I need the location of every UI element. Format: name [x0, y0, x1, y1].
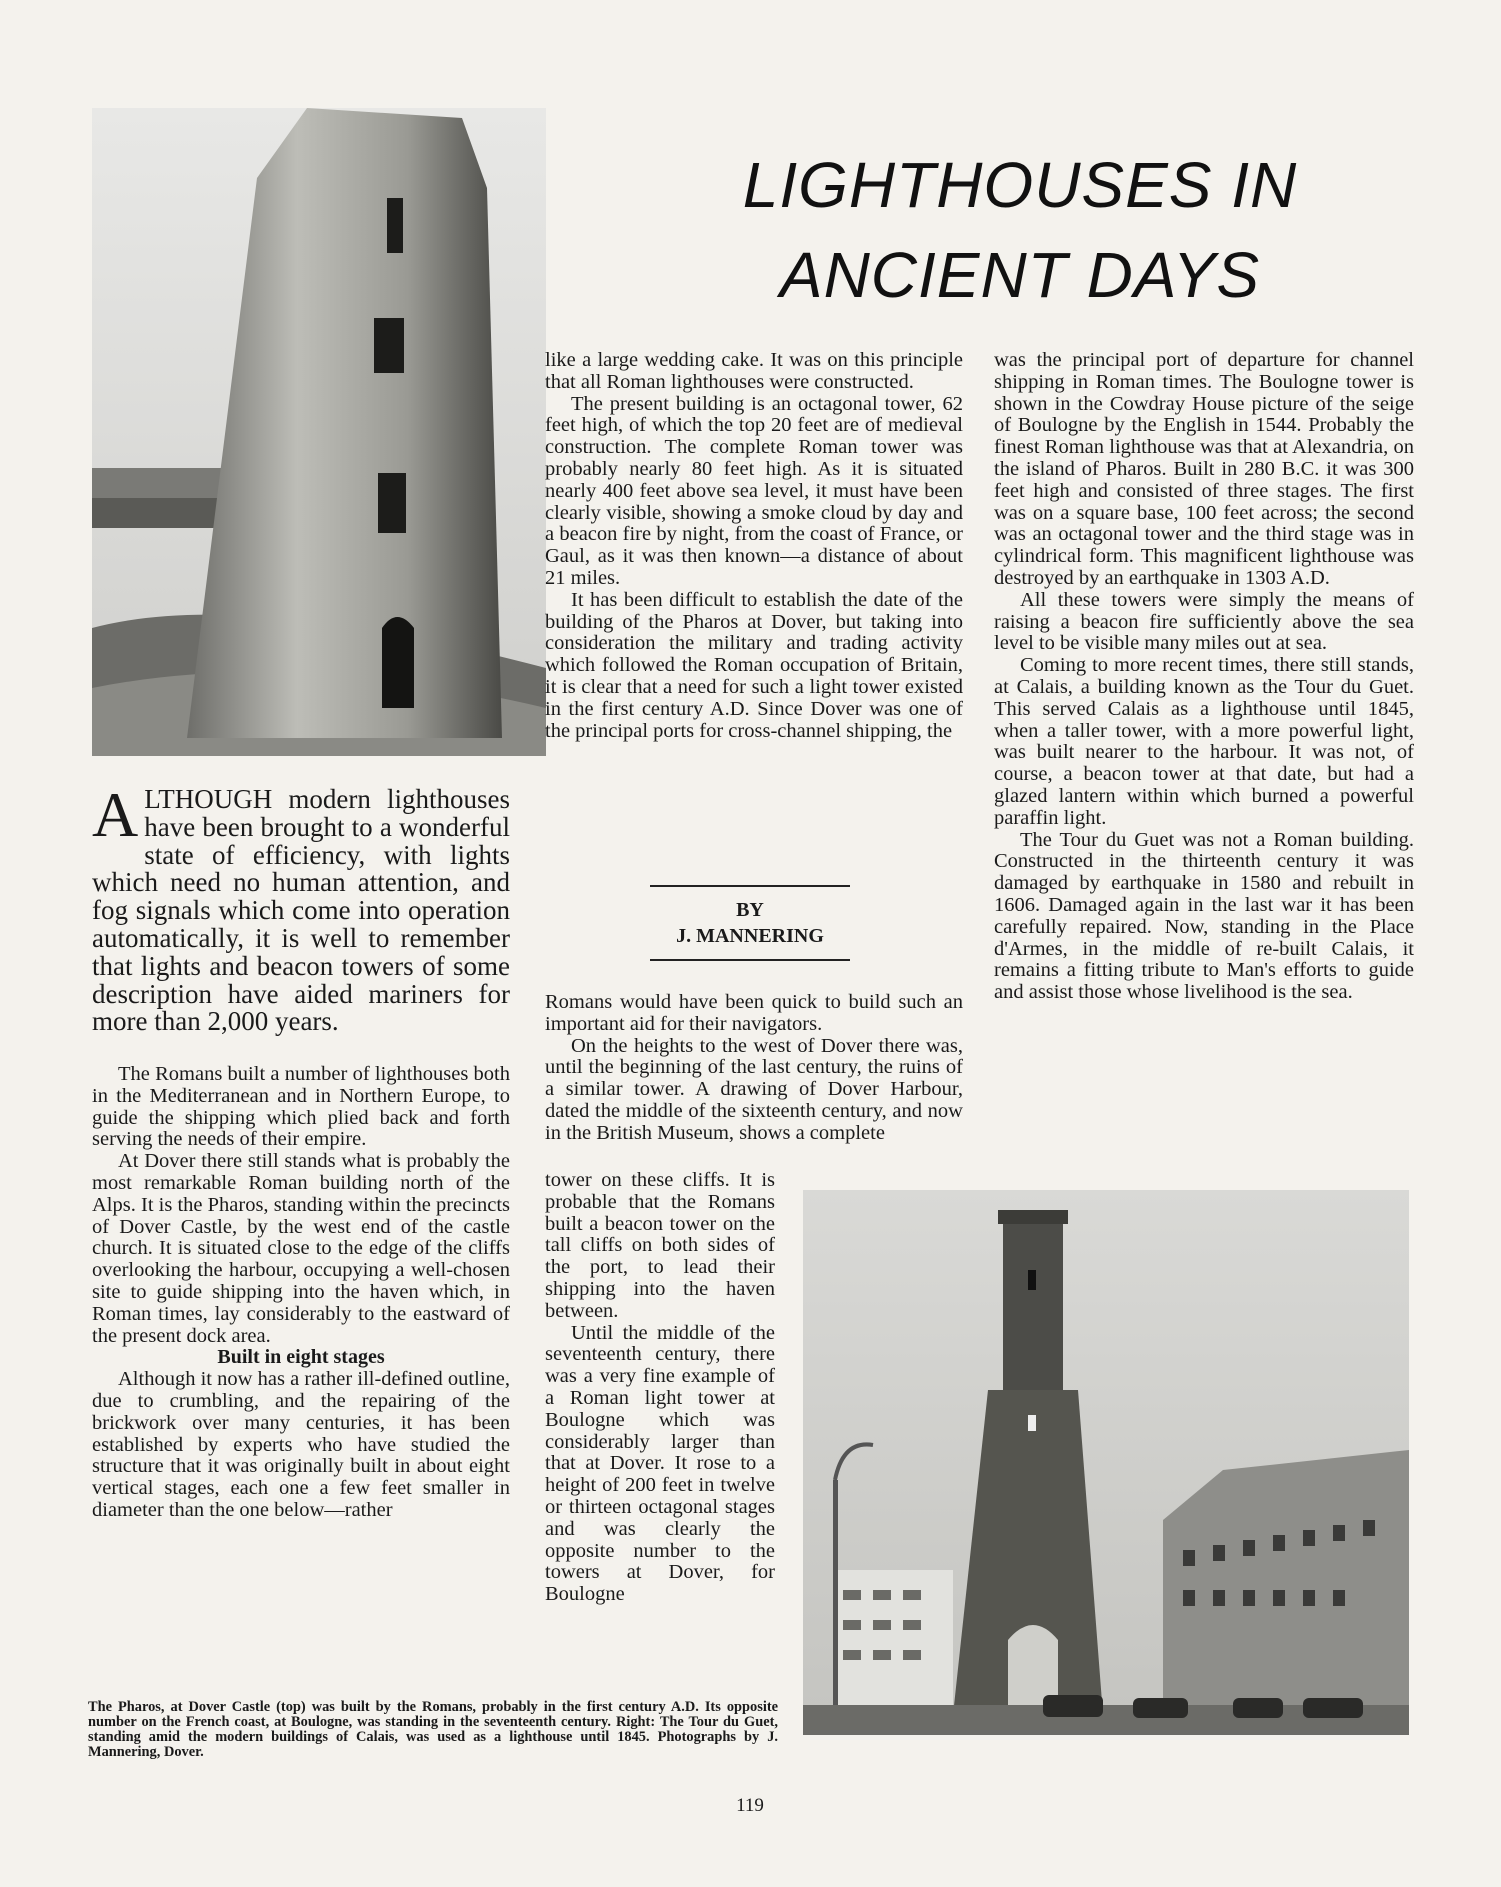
title-line-2: ANCIENT DAYS	[779, 239, 1261, 311]
drop-cap: A	[92, 779, 139, 850]
col2-paragraph: On the heights to the west of Dover there was, until the beginning of the last century, the ruins of a similar tower. A drawing of Dover Harbour, dated the middle of the sixteenth century, and now in the British Museum, shows a complete	[545, 1034, 963, 1144]
col1-paragraph: At Dover there still stands what is probably the most remarkable Roman building north of the Alps. It is the Pharos, standing within the precincts of Dover Castle, by the west end of the castle church. It is situated close to the edge of the cliffs overlooking the harbour, occupying a well-chosen site to guide shipping into the haven which, in Roman times, lay considerably to the eastward of the present dock area.	[92, 1150, 510, 1347]
lead-paragraph	[92, 779, 510, 1037]
column-2-top	[545, 350, 963, 742]
col2-paragraph: Romans would have been quick to build such an important aid for their navigators.	[545, 991, 963, 1035]
pharos-illustration	[92, 108, 546, 756]
col1-paragraph: Although it now has a rather ill-defined outline, due to crumbling, and the repairing of the brickwork over many centuries, it has been established by experts who have studied the structure that it was originally built in about eight vertical stages, each one a few feet smaller in diameter than the one below—rather	[92, 1368, 510, 1521]
byline	[650, 885, 850, 961]
column-2-narrow	[545, 1170, 775, 1606]
byline-by: BY	[736, 899, 764, 921]
col2-paragraph: like a large wedding cake. It was on this principle that all Roman lighthouses were constructed.	[545, 349, 963, 393]
col2-paragraph: It has been difficult to establish the date of the building of the Pharos at Dover, but taking into consideration the military and trading activity which followed the Roman occupation of Britain, it is clear that a need for such a light tower existed in the first century A.D. Since Dover was one of the principal ports for cross-channel shipping, the	[545, 588, 963, 742]
col3-paragraph: The Tour du Guet was not a Roman building. Constructed in the thirteenth century it was damaged by earthquake in 1580 and rebuilt in 1606. Damaged again in the last war it has been carefully repaired. Now, standing in the Place d'Armes, in the middle of re-built Calais, it remains a fitting tribute to Man's efforts to guide and assist those whose livelihood is the sea.	[994, 828, 1414, 1004]
column-1-body	[92, 1064, 510, 1522]
col3-paragraph: All these towers were simply the means of raising a beacon fire sufficiently above the sea level to be visible many miles out at sea.	[994, 588, 1414, 655]
byline-rule-bottom	[650, 959, 850, 961]
col3-paragraph: Coming to more recent times, there still stands, at Calais, a building known as the Tour du Guet. This served Calais as a lighthouse until 1845, when a taller tower, with a more powerful light, was built nearer to the harbour. It was not, of course, a beacon tower at that date, but had a glazed lantern within which burned a powerful paraffin light.	[994, 654, 1414, 829]
column-3	[994, 350, 1414, 1004]
column-2-middle	[545, 992, 963, 1145]
lead-text: LTHOUGH modern lighthouses have been brought to a wonderful state of efficiency, with lights which need no human attention, and fog signals which come into operation automatically, it is well to remember that lights and beacon towers of some description have aided mariners for more than 2,000 years.	[92, 784, 510, 1037]
article-title	[660, 140, 1380, 320]
byline-author: J. MANNERING	[676, 925, 824, 947]
byline-rule-top	[650, 885, 850, 887]
col1-paragraph: The Romans built a number of lighthouses both in the Mediterranean and in Northern Europe, to guide the shipping which plied back and forth serving the needs of their empire.	[92, 1063, 510, 1151]
col2-paragraph: Until the middle of the seventeenth century, there was a very fine example of a Roman light tower at Boulogne which was considerably larger than that at Dover. It rose to a height of 200 feet in twelve or thirteen octagonal stages and was clearly the opposite number to the towers at Dover, for Boulogne	[545, 1321, 775, 1606]
photo-tour-du-guet	[803, 1190, 1409, 1735]
col2-paragraph: The present building is an octagonal tower, 62 feet high, of which the top 20 feet are of medieval construction. The complete Roman tower was probably nearly 80 feet high. As it is situated nearly 400 feet above sea level, it must have been clearly visible, showing a smoke cloud by day and a beacon fire by night, from the coast of France, or Gaul, as it was then known—a distance of about 21 miles.	[545, 392, 963, 589]
page-number: 119	[736, 1795, 764, 1816]
col3-paragraph: was the principal port of departure for channel shipping in Roman times. The Boulogne tower is shown in the Cowdray House picture of the seige of Boulogne by the English in 1544. Probably the finest Roman lighthouse was that at Alexandria, on the island of Pharos. Built in 280 B.C. it was 300 feet high and consisted of three stages. The first was on a square base, 100 feet across; the second was an octagonal tower and the third stage was in cylindrical form. This magnificent lighthouse was destroyed by an earthquake in 1303 A.D.	[994, 349, 1414, 589]
title-line-1: LIGHTHOUSES IN	[742, 149, 1298, 221]
col2-paragraph: tower on these cliffs. It is probable that the Romans built a beacon tower on the tall cliffs on both sides of the port, to lead their shipping into the haven between.	[545, 1169, 775, 1322]
tour-du-guet-illustration	[803, 1190, 1409, 1735]
subheading: Built in eight stages	[217, 1346, 385, 1369]
photo-pharos-dover	[92, 108, 546, 756]
photo-caption: The Pharos, at Dover Castle (top) was built by the Romans, probably in the first century A.D. Its opposite number on the French coast, at Boulogne, was standing in the seventeenth century. Right: The Tour du Guet, standing amid the modern buildings of Calais, was used as a lighthouse until 1845. Photographs by J. Mannering, Dover.	[88, 1699, 778, 1760]
